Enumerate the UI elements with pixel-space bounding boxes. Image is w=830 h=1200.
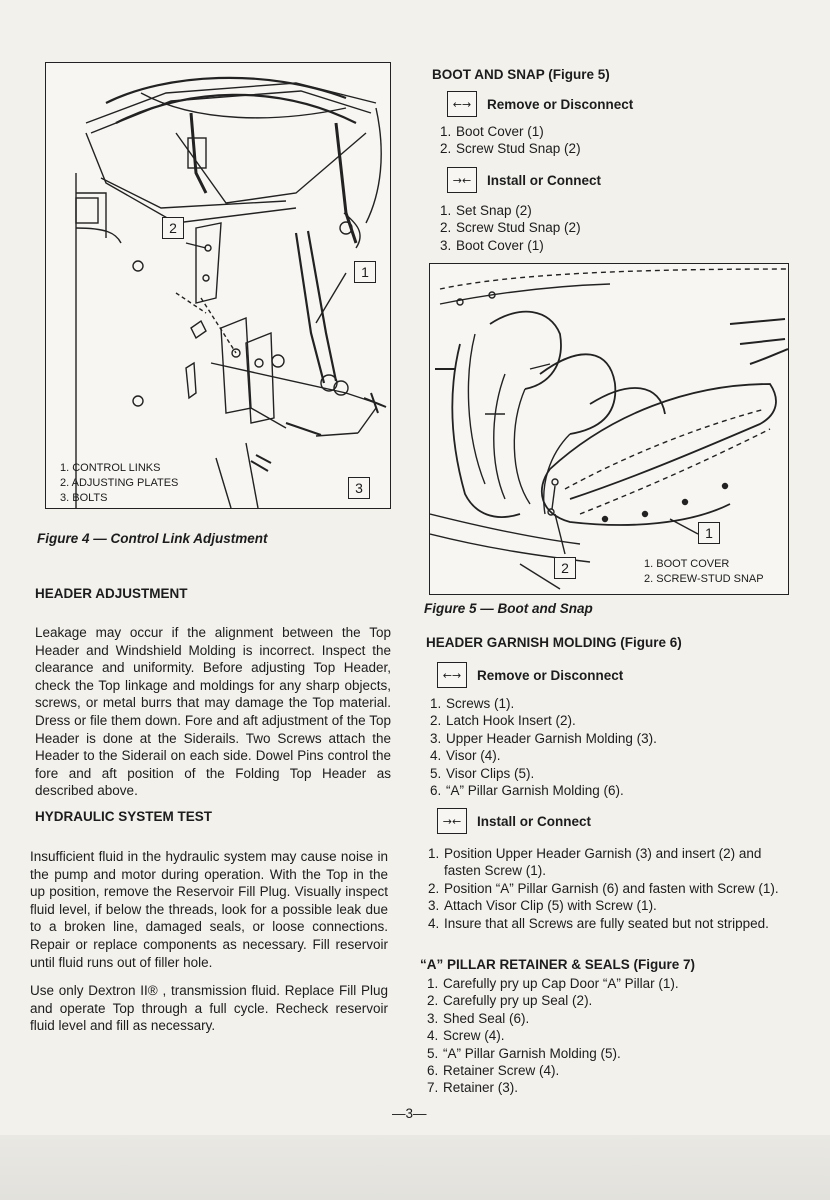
- list-item: 5. Visor Clips (5).: [430, 765, 535, 781]
- figure-4-callout-1: 1: [354, 261, 376, 283]
- list-item: 3. Shed Seal (6).: [427, 1010, 530, 1026]
- list-item: 6. “A” Pillar Garnish Molding (6).: [430, 783, 624, 799]
- legend-item: 3. BOLTS: [60, 492, 108, 504]
- garnish-install-list: [428, 845, 780, 932]
- boot-install-heading: [447, 167, 601, 193]
- figure-5-caption: Figure 5 — Boot and Snap: [424, 601, 593, 616]
- list-item: 2. Latch Hook Insert (2).: [430, 713, 576, 729]
- list-item: 5. “A” Pillar Garnish Molding (5).: [427, 1045, 621, 1061]
- garnish-remove-list: [430, 695, 800, 799]
- garnish-install-heading: [437, 808, 591, 834]
- garnish-remove-heading: [437, 662, 623, 688]
- list-item: 2. Screw Stud Snap (2): [440, 220, 581, 236]
- list-item: 2. Carefully pry up Seal (2).: [427, 993, 593, 1009]
- garnish-title: HEADER GARNISH MOLDING (Figure 6): [426, 635, 682, 650]
- figure-5-box: [429, 263, 789, 595]
- list-item: 1. Carefully pry up Cap Door “A” Pillar (1).: [427, 976, 679, 991]
- boot-remove-list: [440, 123, 800, 158]
- boot-remove-label: Remove or Disconnect: [487, 96, 634, 112]
- boot-remove-heading: [447, 91, 633, 117]
- figure-4-illustration: [46, 63, 390, 508]
- legend-item: 2. SCREW-STUD SNAP: [644, 573, 764, 585]
- figure-4-callout-3: 3: [348, 477, 370, 499]
- hydraulic-test-body-1: Insufficient fluid in the hydraulic system may cause noise in the pump and motor during operation. With the Top in the up position, remove the Reservoir Fill Plug. Visually inspect fluid level, if below the threads, look for a possible leak due to a broken line, damaged seals, or loose connections. Repair or replace components as necessary. Fill reservoir until fluid runs out of filler hole.: [30, 849, 388, 970]
- header-adjustment-body: Leakage may occur if the alignment between the Top Header and Windshield Molding is incorrect. Inspect the clearance and uniformity. Before adjusting Top Header, check the Top linkage and moldings for any sharp objects, screws, or metal burrs that may damage the Top material. Dress or file them down. Fore and aft adjustment of the Top Header is done at the Siderails. Two Screws attach the Header to the Siderail on each side. Dowel Pins control the fore and aft position of the Folding Top Header as described above.: [35, 625, 391, 799]
- remove-disconnect-icon: ←→: [437, 662, 467, 688]
- remove-disconnect-icon: ←→: [447, 91, 477, 117]
- figure-4-callout-2: 2: [162, 217, 184, 239]
- list-item: 3. Attach Visor Clip (5) with Screw (1).: [428, 898, 657, 914]
- figure-5-callout-2: 2: [554, 557, 576, 579]
- list-item: 4. Insure that all Screws are fully seated but not stripped.: [428, 915, 769, 931]
- a-pillar-title: “A” PILLAR RETAINER & SEALS (Figure 7): [420, 957, 696, 972]
- list-item: 1. Boot Cover (1): [440, 124, 544, 139]
- boot-install-label: Install or Connect: [487, 172, 602, 188]
- list-item: 3. Upper Header Garnish Molding (3).: [430, 730, 657, 746]
- header-adjustment-title: HEADER ADJUSTMENT: [35, 586, 188, 601]
- figure-4-box: [45, 62, 391, 509]
- page-number: —3—: [392, 1106, 427, 1121]
- list-item: 7. Retainer (3).: [427, 1080, 519, 1096]
- list-item: 3. Boot Cover (1): [440, 237, 544, 253]
- boot-snap-title: BOOT AND SNAP (Figure 5): [432, 67, 610, 82]
- list-item: 4. Screw (4).: [427, 1028, 505, 1044]
- scan-edge: [0, 1135, 830, 1200]
- install-connect-icon: →←: [447, 167, 477, 193]
- list-item: 6. Retainer Screw (4).: [427, 1063, 560, 1079]
- figure-4-legend: [60, 461, 178, 506]
- list-item: 2. Position “A” Pillar Garnish (6) and fasten with Screw (1).: [428, 880, 779, 896]
- figure-5-legend: [644, 557, 764, 587]
- list-item: 1. Position Upper Header Garnish (3) and insert (2) and fasten Screw (1).: [428, 846, 762, 879]
- hydraulic-test-body-2: Use only Dextron II® , transmission fluid. Replace Fill Plug and operate Top through a full cycle. Recheck reservoir fluid level and fill as necessary.: [30, 983, 388, 1034]
- legend-item: 1. BOOT COVER: [644, 558, 730, 570]
- list-item: 1. Screws (1).: [430, 696, 515, 711]
- a-pillar-list: [427, 975, 797, 1097]
- list-item: 2. Screw Stud Snap (2): [440, 141, 581, 157]
- hydraulic-test-title: HYDRAULIC SYSTEM TEST: [35, 809, 213, 824]
- legend-item: 1. CONTROL LINKS: [60, 462, 161, 474]
- list-item: 1. Set Snap (2): [440, 203, 532, 218]
- list-item: 4. Visor (4).: [430, 748, 501, 764]
- legend-item: 2. ADJUSTING PLATES: [60, 477, 179, 489]
- boot-install-list: [440, 202, 800, 254]
- install-connect-icon: →←: [437, 808, 467, 834]
- garnish-install-label: Install or Connect: [477, 813, 592, 829]
- figure-5-callout-1: 1: [698, 522, 720, 544]
- figure-4-caption: Figure 4 — Control Link Adjustment: [37, 531, 268, 546]
- garnish-remove-label: Remove or Disconnect: [477, 667, 624, 683]
- figure-5-illustration: [430, 264, 788, 594]
